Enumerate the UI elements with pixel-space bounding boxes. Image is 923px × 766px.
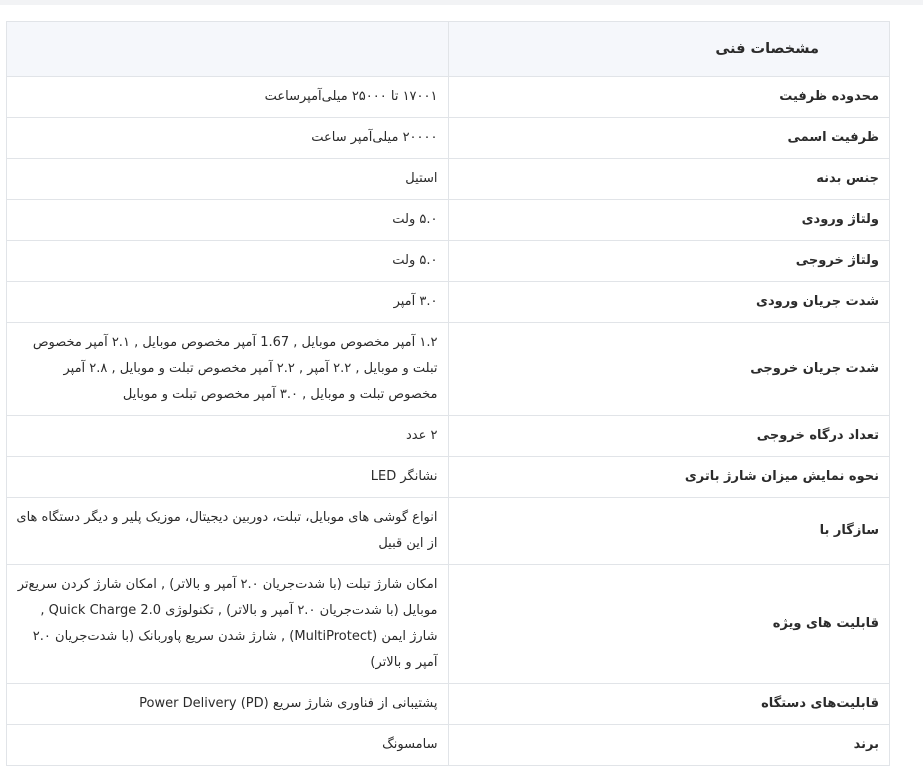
row-value: استیل	[7, 159, 449, 200]
row-value: انواع گوشی های موبایل، تبلت، دوربین دیجیتال، موزیک پلیر و دیگر دستگاه های از این قبیل	[7, 498, 449, 565]
row-value: ۱۷۰۰۱ تا ۲۵۰۰۰ میلی‌آمپرساعت	[7, 77, 449, 118]
row-label: شدت جریان خروجی	[448, 323, 890, 416]
table-row	[7, 457, 890, 498]
table-row	[7, 118, 890, 159]
table-heading: مشخصات فنی	[448, 22, 890, 77]
table-row	[7, 565, 890, 684]
row-label: ظرفیت اسمی	[448, 118, 890, 159]
table-row	[7, 241, 890, 282]
row-value: ۵.۰ ولت	[7, 241, 449, 282]
table-heading-blank	[7, 22, 449, 77]
row-value: پشتیبانی از فناوری شارژ سریع (Power Delivery (PD	[7, 684, 449, 725]
table-row	[7, 323, 890, 416]
top-tab-strip	[0, 0, 923, 5]
table-row	[7, 725, 890, 766]
row-label: برند	[448, 725, 890, 766]
row-label: سازگار با	[448, 498, 890, 565]
table-row	[7, 498, 890, 565]
row-label: ولتاژ ورودی	[448, 200, 890, 241]
row-value: ۱.۲ آمپر مخصوص موبایل , 1.67 آمپر مخصوص موبایل , ۲.۱ آمپر مخصوص تبلت و موبایل , ۲.۲ آمپر , ۲.۲ آمپر مخصوص تبلت و موبایل , ۲.۸ آمپر مخصوص تبلت و موبایل , ۳.۰ آمپر مخصوص تبلت و موبایل	[7, 323, 449, 416]
table-row	[7, 159, 890, 200]
row-label: قابلیت های ویژه	[448, 565, 890, 684]
row-label: محدوده ظرفیت	[448, 77, 890, 118]
row-value: امکان شارژ تبلت (با شدت‌جریان ۲.۰ آمپر و بالاتر) , امکان شارژ کردن سریع‌تر موبایل (با شدت‌جریان ۲.۰ آمپر و بالاتر) , تکنولوژی Quick Charge 2.0 , شارژ ایمن (MultiProtect) , شارژ شدن سریع پاوربانک (با شدت‌جریان ۲.۰ آمپر و بالاتر)	[7, 565, 449, 684]
row-label: قابلیت‌های دستگاه	[448, 684, 890, 725]
specifications-table	[6, 21, 890, 766]
row-label: شدت جریان ورودی	[448, 282, 890, 323]
row-label: تعداد درگاه خروجی	[448, 416, 890, 457]
row-label: نحوه نمایش میزان شارژ باتری	[448, 457, 890, 498]
row-value: ۳.۰ آمپر	[7, 282, 449, 323]
row-label: جنس بدنه	[448, 159, 890, 200]
row-value: ۲۰۰۰۰ میلی‌آمپر ساعت	[7, 118, 449, 159]
row-value: نشانگر LED	[7, 457, 449, 498]
table-row	[7, 684, 890, 725]
row-value: سامسونگ	[7, 725, 449, 766]
row-value: ۲ عدد	[7, 416, 449, 457]
row-label: ولتاژ خروجی	[448, 241, 890, 282]
table-row	[7, 282, 890, 323]
table-row	[7, 416, 890, 457]
table-header-row	[7, 22, 890, 77]
table-row	[7, 77, 890, 118]
row-value: ۵.۰ ولت	[7, 200, 449, 241]
table-row	[7, 200, 890, 241]
